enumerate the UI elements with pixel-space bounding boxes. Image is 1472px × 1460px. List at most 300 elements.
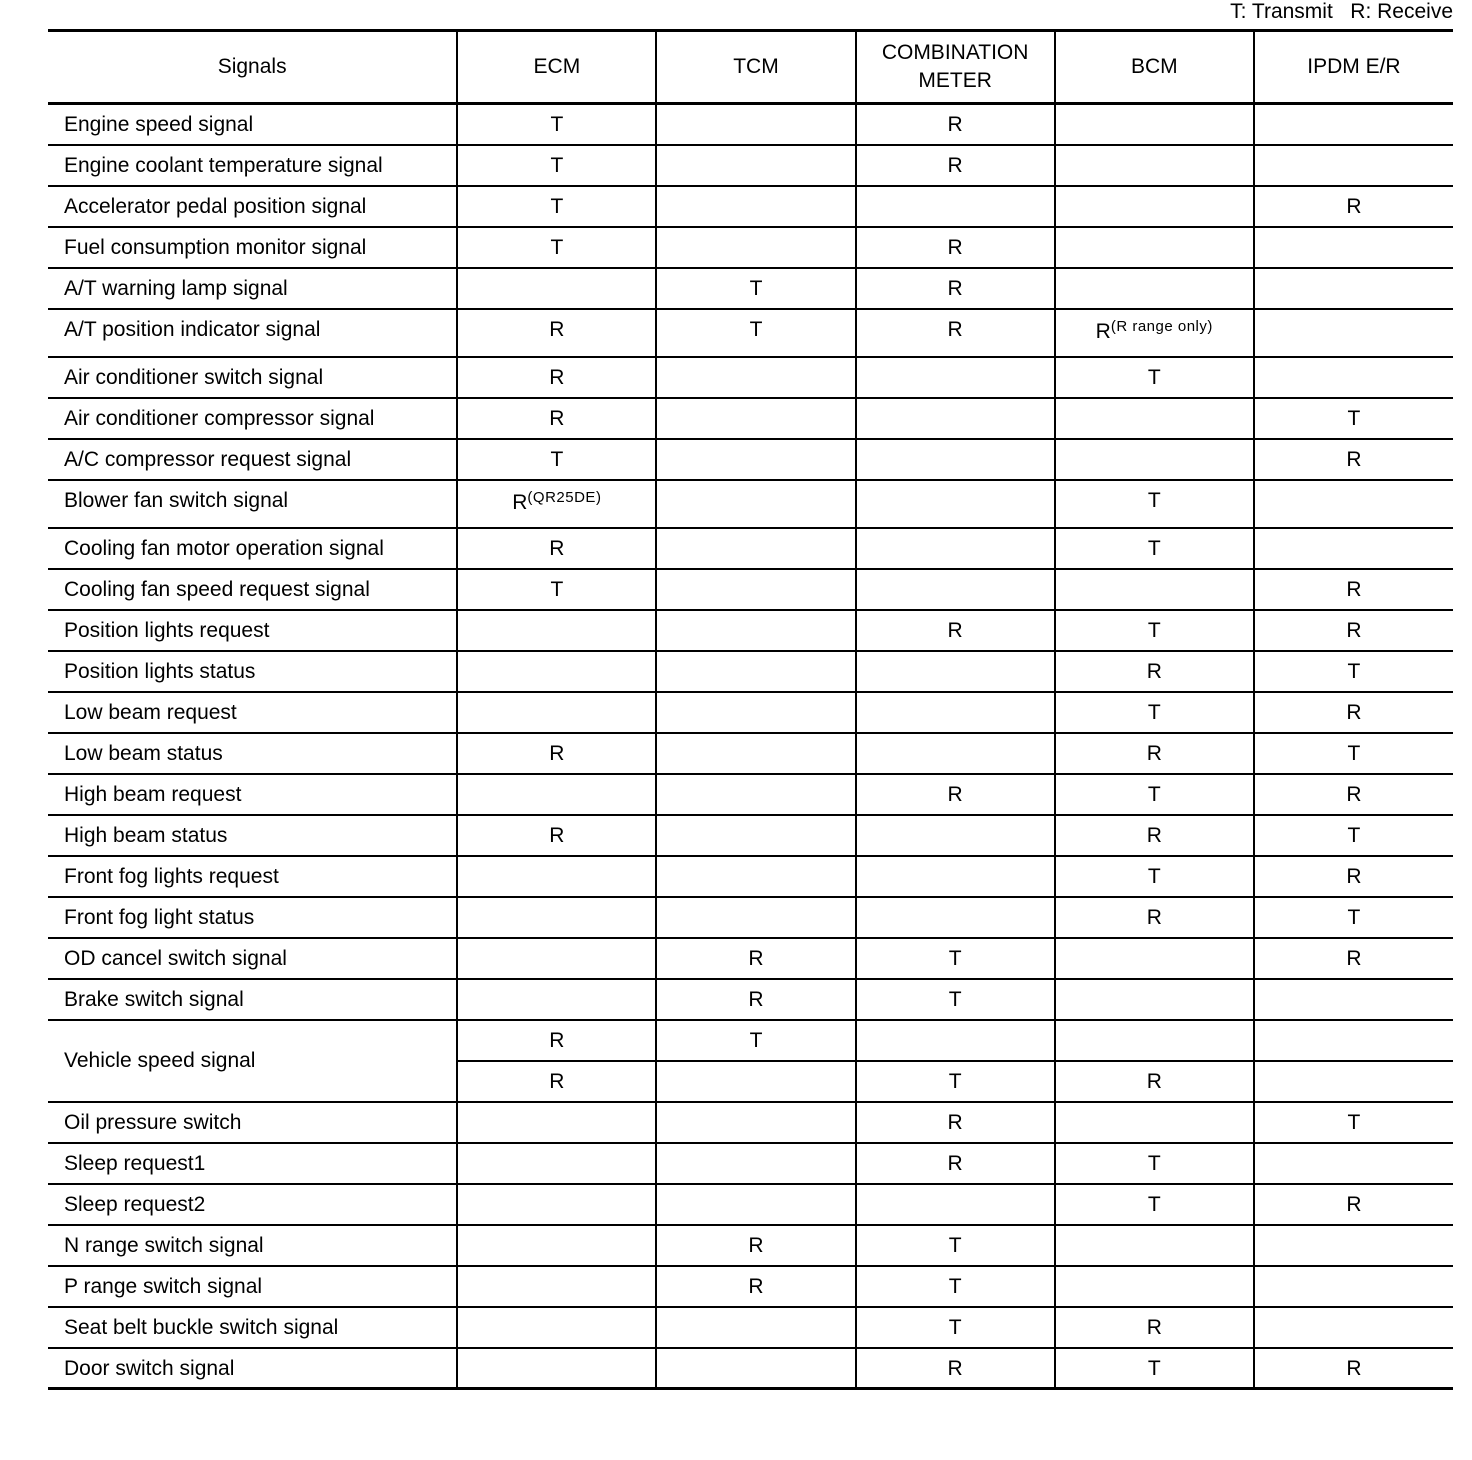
bcm-cell (1055, 569, 1254, 610)
signal-name: Accelerator pedal position signal (48, 186, 457, 227)
header-ecm: ECM (457, 31, 656, 104)
signal-name: Brake switch signal (48, 979, 457, 1020)
bcm-cell (1055, 309, 1254, 357)
ipdm-value: R (1346, 782, 1362, 806)
header-bcm: BCM (1055, 31, 1254, 104)
meter-value: R (947, 276, 963, 300)
tcm-cell (656, 897, 855, 938)
bcm-cell (1055, 651, 1254, 692)
tcm-cell (656, 1184, 855, 1225)
meter-cell (856, 569, 1055, 610)
meter-value: T (948, 1315, 962, 1339)
ecm-cell (457, 651, 656, 692)
signal-name: Oil pressure switch (48, 1102, 457, 1143)
bcm-cell (1055, 1184, 1254, 1225)
table-row (48, 439, 1453, 480)
bcm-cell (1055, 528, 1254, 569)
bcm-cell (1055, 268, 1254, 309)
bcm-value: T (1147, 488, 1161, 512)
table-row (48, 480, 1453, 528)
ecm-value: R (549, 823, 565, 847)
bcm-cell (1055, 104, 1254, 145)
meter-cell (856, 1143, 1055, 1184)
signal-name: Blower fan switch signal (48, 480, 457, 528)
signal-name: Vehicle speed signal (48, 1020, 457, 1102)
tcm-cell (656, 815, 855, 856)
bcm-cell (1055, 1225, 1254, 1266)
ecm-value: T (550, 447, 564, 471)
ecm-value: T (550, 153, 564, 177)
ecm-cell (457, 1348, 656, 1389)
signal-name: Sleep request1 (48, 1143, 457, 1184)
table-row (48, 692, 1453, 733)
bcm-cell (1055, 774, 1254, 815)
bcm-value: T (1147, 1192, 1161, 1216)
ipdm-value: T (1347, 905, 1361, 929)
bcm-value: T (1147, 782, 1161, 806)
tcm-cell (656, 692, 855, 733)
bcm-value: R (1095, 319, 1111, 343)
ecm-value: T (550, 235, 564, 259)
ipdm-cell (1254, 1102, 1453, 1143)
bcm-cell (1055, 733, 1254, 774)
meter-cell (856, 1266, 1055, 1307)
table-row (48, 186, 1453, 227)
meter-cell (856, 357, 1055, 398)
tcm-cell (656, 357, 855, 398)
table-row (48, 1143, 1453, 1184)
ipdm-cell (1254, 439, 1453, 480)
ipdm-value: R (1346, 447, 1362, 471)
ecm-value: R (549, 317, 565, 341)
ipdm-cell (1254, 1020, 1453, 1061)
table-row (48, 733, 1453, 774)
ipdm-value: R (1346, 618, 1362, 642)
ecm-cell (457, 733, 656, 774)
meter-cell (856, 309, 1055, 357)
ipdm-cell (1254, 1266, 1453, 1307)
bcm-value: R (1146, 823, 1162, 847)
meter-cell (856, 1307, 1055, 1348)
tcm-cell (656, 1061, 855, 1102)
ipdm-cell (1254, 733, 1453, 774)
bcm-cell (1055, 227, 1254, 268)
ipdm-value: R (1346, 946, 1362, 970)
ipdm-value: R (1346, 864, 1362, 888)
ipdm-cell (1254, 104, 1453, 145)
meter-cell (856, 733, 1055, 774)
ecm-cell (457, 1307, 656, 1348)
ecm-cell (457, 1020, 656, 1061)
table-row (48, 1307, 1453, 1348)
meter-cell (856, 692, 1055, 733)
ecm-cell (457, 1061, 656, 1102)
tcm-cell (656, 1020, 855, 1061)
meter-cell (856, 856, 1055, 897)
ecm-cell (457, 1143, 656, 1184)
bcm-note: (R range only) (1110, 317, 1213, 335)
table-row (48, 610, 1453, 651)
meter-value: R (947, 782, 963, 806)
meter-cell (856, 104, 1055, 145)
bcm-cell (1055, 1061, 1254, 1102)
ecm-value: R (512, 490, 528, 514)
signal-name: Sleep request2 (48, 1184, 457, 1225)
meter-cell (856, 1061, 1055, 1102)
ipdm-value: T (1347, 823, 1361, 847)
meter-cell (856, 227, 1055, 268)
bcm-cell (1055, 692, 1254, 733)
can-communication-table (48, 29, 1453, 1390)
meter-value: R (947, 618, 963, 642)
meter-cell (856, 651, 1055, 692)
signal-name: Cooling fan motor operation signal (48, 528, 457, 569)
signal-name: Fuel consumption monitor signal (48, 227, 457, 268)
header-tcm: TCM (656, 31, 855, 104)
ecm-cell (457, 1266, 656, 1307)
ecm-cell (457, 774, 656, 815)
ipdm-cell (1254, 1143, 1453, 1184)
tcm-cell (656, 398, 855, 439)
ecm-cell (457, 1225, 656, 1266)
meter-cell (856, 480, 1055, 528)
bcm-cell (1055, 1102, 1254, 1143)
ecm-cell (457, 398, 656, 439)
ipdm-cell (1254, 398, 1453, 439)
table-row (48, 1020, 1453, 1061)
signal-name: Position lights request (48, 610, 457, 651)
signal-name: Position lights status (48, 651, 457, 692)
bcm-value: R (1146, 1315, 1162, 1339)
ecm-cell (457, 610, 656, 651)
ecm-cell (457, 569, 656, 610)
tcm-cell (656, 733, 855, 774)
table-row (48, 938, 1453, 979)
signal-name: Air conditioner switch signal (48, 357, 457, 398)
tcm-value: T (749, 317, 763, 341)
ipdm-cell (1254, 979, 1453, 1020)
tcm-cell (656, 774, 855, 815)
table-row (48, 528, 1453, 569)
ipdm-value: T (1347, 406, 1361, 430)
signal-name: A/T warning lamp signal (48, 268, 457, 309)
signal-name: Low beam status (48, 733, 457, 774)
ipdm-cell (1254, 145, 1453, 186)
tcm-cell (656, 1266, 855, 1307)
ipdm-cell (1254, 1225, 1453, 1266)
signal-name: N range switch signal (48, 1225, 457, 1266)
meter-value: R (947, 113, 963, 136)
signal-name: Seat belt buckle switch signal (48, 1307, 457, 1348)
ipdm-cell (1254, 227, 1453, 268)
ecm-cell (457, 1102, 656, 1143)
ipdm-cell (1254, 309, 1453, 357)
ipdm-cell (1254, 186, 1453, 227)
ipdm-cell (1254, 774, 1453, 815)
meter-value: R (947, 235, 963, 259)
tcm-cell (656, 979, 855, 1020)
tcm-cell (656, 1102, 855, 1143)
ecm-cell (457, 186, 656, 227)
table-row (48, 774, 1453, 815)
meter-value: R (947, 1151, 963, 1175)
tcm-cell (656, 480, 855, 528)
bcm-cell (1055, 186, 1254, 227)
table-row (48, 104, 1453, 145)
tcm-cell (656, 856, 855, 897)
meter-value: T (948, 1233, 962, 1257)
ipdm-cell (1254, 1307, 1453, 1348)
meter-cell (856, 979, 1055, 1020)
bcm-cell (1055, 938, 1254, 979)
bcm-value: T (1147, 1151, 1161, 1175)
bcm-cell (1055, 610, 1254, 651)
signal-name: OD cancel switch signal (48, 938, 457, 979)
header-meter-line2: METER (918, 69, 992, 92)
ipdm-value: R (1346, 1192, 1362, 1216)
tcm-cell (656, 268, 855, 309)
ecm-value: T (550, 577, 564, 601)
ecm-value: T (550, 194, 564, 218)
header-ipdm: IPDM E/R (1254, 31, 1453, 104)
ipdm-cell (1254, 268, 1453, 309)
table-row (48, 1102, 1453, 1143)
bcm-value: T (1147, 1356, 1161, 1380)
ipdm-cell (1254, 815, 1453, 856)
header-combination-meter (856, 31, 1055, 104)
table-row (48, 1225, 1453, 1266)
tcm-value: T (749, 1028, 763, 1052)
signal-name: High beam request (48, 774, 457, 815)
ipdm-cell (1254, 938, 1453, 979)
bcm-cell (1055, 856, 1254, 897)
table-row (48, 398, 1453, 439)
signal-name: Engine speed signal (64, 113, 254, 136)
meter-cell (856, 1020, 1055, 1061)
meter-cell (856, 610, 1055, 651)
meter-value: R (947, 153, 963, 177)
meter-cell (856, 1184, 1055, 1225)
ipdm-cell (1254, 528, 1453, 569)
ipdm-value: T (1347, 1110, 1361, 1134)
tcm-cell (656, 1143, 855, 1184)
tcm-value: R (748, 1233, 764, 1257)
signal-name: A/C compressor request signal (48, 439, 457, 480)
ecm-value: T (550, 113, 564, 136)
tcm-cell (656, 186, 855, 227)
ecm-cell (457, 268, 656, 309)
meter-value: R (947, 1356, 963, 1380)
table-row (48, 227, 1453, 268)
tcm-cell (656, 104, 855, 145)
ipdm-cell (1254, 1061, 1453, 1102)
table-row (48, 815, 1453, 856)
bcm-value: T (1147, 864, 1161, 888)
ipdm-cell (1254, 610, 1453, 651)
tcm-value: R (748, 946, 764, 970)
table-row (48, 856, 1453, 897)
table-row (48, 979, 1453, 1020)
tcm-cell (656, 1307, 855, 1348)
signal-name: Front fog light status (48, 897, 457, 938)
table-row (48, 651, 1453, 692)
table-row (48, 1348, 1453, 1389)
bcm-cell (1055, 480, 1254, 528)
bcm-cell (1055, 1307, 1254, 1348)
bcm-cell (1055, 1020, 1254, 1061)
ecm-value: R (549, 1069, 565, 1093)
table-row (48, 309, 1453, 357)
signal-name: Front fog lights request (48, 856, 457, 897)
ecm-cell (457, 897, 656, 938)
bcm-value: R (1146, 659, 1162, 683)
meter-cell (856, 938, 1055, 979)
ecm-cell (457, 439, 656, 480)
signal-name: Engine coolant temperature signal (48, 145, 457, 186)
meter-value: T (948, 1069, 962, 1093)
meter-cell (856, 145, 1055, 186)
signal-name: P range switch signal (48, 1266, 457, 1307)
signal-name: Air conditioner compressor signal (48, 398, 457, 439)
ecm-value: R (549, 536, 565, 560)
tcm-cell (656, 610, 855, 651)
bcm-cell (1055, 979, 1254, 1020)
bcm-cell (1055, 1143, 1254, 1184)
meter-value: R (947, 317, 963, 341)
bcm-cell (1055, 897, 1254, 938)
table-row (48, 897, 1453, 938)
tcm-cell (656, 651, 855, 692)
ipdm-cell (1254, 856, 1453, 897)
meter-cell (856, 528, 1055, 569)
bcm-value: T (1147, 700, 1161, 724)
meter-cell (856, 398, 1055, 439)
ipdm-value: T (1347, 659, 1361, 683)
ecm-cell (457, 309, 656, 357)
ipdm-value: R (1346, 577, 1362, 601)
tcm-cell (656, 569, 855, 610)
ipdm-value: T (1347, 741, 1361, 765)
ecm-note: (QR25DE) (527, 488, 602, 506)
header-row (48, 31, 1453, 104)
ecm-cell (457, 979, 656, 1020)
ecm-cell (457, 692, 656, 733)
signal-name: Cooling fan speed request signal (48, 569, 457, 610)
ipdm-cell (1254, 651, 1453, 692)
ecm-cell (457, 227, 656, 268)
bcm-cell (1055, 145, 1254, 186)
ipdm-value: R (1346, 700, 1362, 724)
ecm-cell (457, 480, 656, 528)
tcm-cell (656, 528, 855, 569)
tcm-cell (656, 439, 855, 480)
table-row (48, 1266, 1453, 1307)
meter-value: R (947, 1110, 963, 1134)
tcm-value: T (749, 276, 763, 300)
ecm-cell (457, 938, 656, 979)
bcm-cell (1055, 439, 1254, 480)
bcm-value: R (1146, 1069, 1162, 1093)
tcm-cell (656, 938, 855, 979)
ecm-cell (457, 1184, 656, 1225)
tcm-cell (656, 145, 855, 186)
ecm-cell (457, 145, 656, 186)
ipdm-value: R (1346, 1356, 1362, 1380)
ipdm-cell (1254, 1184, 1453, 1225)
table-row (48, 569, 1453, 610)
meter-cell (856, 774, 1055, 815)
meter-value: T (948, 1274, 962, 1298)
legend: T: Transmit R: Receive (1230, 0, 1453, 23)
header-signals: Signals (48, 31, 457, 104)
tcm-cell (656, 309, 855, 357)
bcm-cell (1055, 1266, 1254, 1307)
meter-cell (856, 1225, 1055, 1266)
bcm-value: R (1146, 741, 1162, 765)
signal-name: Low beam request (48, 692, 457, 733)
tcm-value: R (748, 987, 764, 1011)
meter-value: T (948, 987, 962, 1011)
meter-cell (856, 897, 1055, 938)
tcm-value: R (748, 1274, 764, 1298)
table-row (48, 357, 1453, 398)
bcm-value: T (1147, 365, 1161, 389)
ecm-value: R (549, 406, 565, 430)
ecm-cell (457, 528, 656, 569)
ecm-cell (457, 856, 656, 897)
ecm-value: R (549, 741, 565, 765)
bcm-cell (1055, 1348, 1254, 1389)
bcm-value: T (1147, 618, 1161, 642)
table-body (48, 104, 1453, 1389)
ecm-cell (457, 357, 656, 398)
bcm-cell (1055, 357, 1254, 398)
ipdm-value: R (1346, 194, 1362, 218)
ipdm-cell (1254, 480, 1453, 528)
ecm-value: R (549, 365, 565, 389)
meter-value: T (948, 946, 962, 970)
ipdm-cell (1254, 897, 1453, 938)
bcm-cell (1055, 398, 1254, 439)
header-meter-line1: COMBINATION (881, 41, 1029, 64)
table-row (48, 1184, 1453, 1225)
meter-cell (856, 268, 1055, 309)
ipdm-cell (1254, 357, 1453, 398)
ecm-cell (457, 815, 656, 856)
meter-cell (856, 186, 1055, 227)
table-row (48, 268, 1453, 309)
tcm-cell (656, 227, 855, 268)
bcm-value: R (1146, 905, 1162, 929)
ipdm-cell (1254, 569, 1453, 610)
ecm-cell (457, 104, 656, 145)
ecm-value: R (549, 1028, 565, 1052)
ipdm-cell (1254, 1348, 1453, 1389)
meter-cell (856, 1348, 1055, 1389)
ipdm-cell (1254, 692, 1453, 733)
tcm-cell (656, 1225, 855, 1266)
signal-name: A/T position indicator signal (48, 309, 457, 357)
signal-name: High beam status (48, 815, 457, 856)
meter-cell (856, 439, 1055, 480)
table-row (48, 145, 1453, 186)
tcm-cell (656, 1348, 855, 1389)
meter-cell (856, 1102, 1055, 1143)
signal-name: Door switch signal (48, 1348, 457, 1389)
bcm-cell (1055, 815, 1254, 856)
bcm-value: T (1147, 536, 1161, 560)
meter-cell (856, 815, 1055, 856)
